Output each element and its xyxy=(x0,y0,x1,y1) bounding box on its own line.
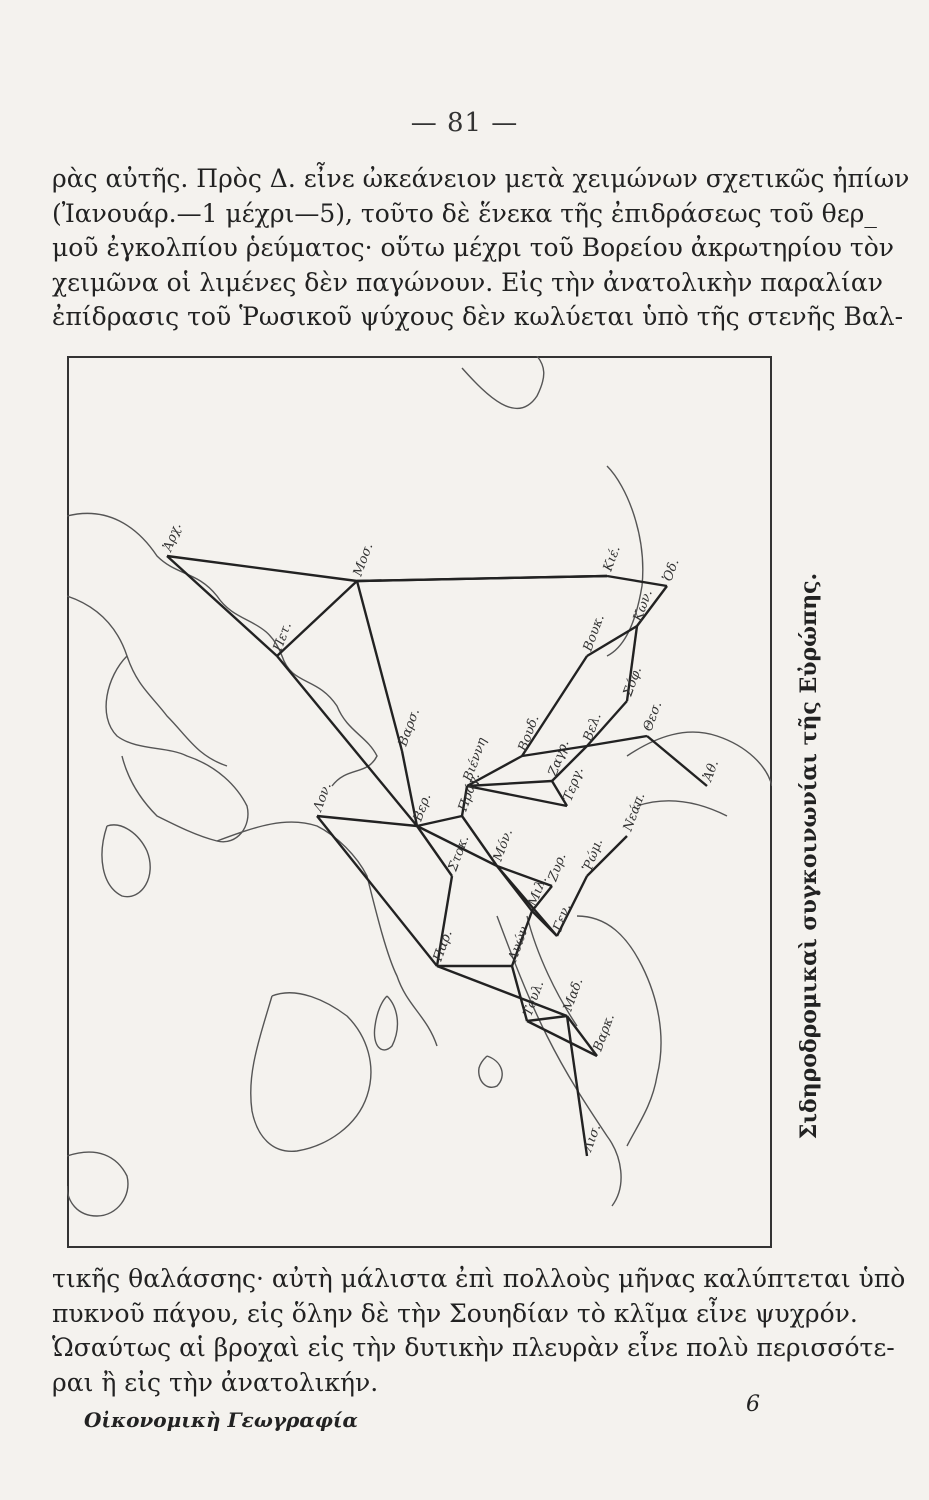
map-caption-text: Σιδηροδρομικαὶ συγκοινωνίαι τῆς Εὐρώπης. xyxy=(796,572,822,1140)
city-label: Νεάπ. xyxy=(620,790,649,834)
book-title: Οἰκονομικὴ Γεωγραφία xyxy=(84,1408,358,1432)
map-caption xyxy=(796,466,822,1246)
text-line: (Ἰανουάρ.—1 μέχρι—5), τοῦτο δὲ ἕνεκα τῆς ἐπιδράσεως τοῦ θερ_ xyxy=(52,198,877,228)
top-paragraph xyxy=(52,162,910,335)
city-label: Μιλ. xyxy=(525,874,551,909)
city-label: Βαρσ. xyxy=(395,706,424,749)
city-label: Τουλ. xyxy=(520,978,548,1019)
city-label: Ὀδ. xyxy=(660,556,683,584)
railway-map xyxy=(67,356,772,1248)
city-label: Μαδ. xyxy=(560,976,587,1014)
text-line: ραι ἢ εἰς τὴν ἀνατολικήν. xyxy=(52,1367,379,1397)
city-label: Βιέννη xyxy=(460,735,491,784)
text-line: ρὰς αὐτῆς. Πρὸς Δ. εἶνε ὠκεάνειον μετὰ χειμώνων σχετικῶς ἠπίων xyxy=(52,164,910,193)
city-label: Μόν. xyxy=(490,827,517,864)
city-label: Λισ. xyxy=(580,1122,605,1154)
city-label: Μοσ. xyxy=(350,541,377,579)
city-label: Βουκ. xyxy=(580,612,608,654)
city-label: Θεσ. xyxy=(640,699,666,734)
city-label: Πετ. xyxy=(270,620,295,654)
bottom-paragraph xyxy=(52,1262,906,1400)
city-label: Σόφ. xyxy=(620,664,646,699)
text-line: μοῦ ἐγκολπίου ῥεύματος· οὕτω μέχρι τοῦ Βορείου ἀκρωτηρίου τὸν xyxy=(52,233,894,262)
text-line: ἐπίδρασις τοῦ Ῥωσικοῦ ψύχους δὲν κωλύεται ὑπὸ τῆς στενῆς Βαλ- xyxy=(52,302,904,331)
text-line: Ὡσαύτως αἱ βροχαὶ εἰς τὴν δυτικὴν πλευρὰν εἶνε πολὺ περισσότε- xyxy=(52,1333,895,1362)
city-label: Παρ. xyxy=(430,928,456,964)
city-label: Ζαγρ. xyxy=(545,738,573,779)
city-label: Ἀρχ. xyxy=(160,520,185,554)
text-line: χειμῶνα οἱ λιμένες δὲν παγώνουν. Εἰς τὴν ἀνατολικὴν παραλίαν xyxy=(52,267,883,297)
text-line: πυκνοῦ πάγου, εἰς ὅλην δὲ τὴν Σουηδίαν τὸ κλῖμα εἶνε ψυχρόν. xyxy=(52,1298,858,1328)
city-label: Λυών xyxy=(505,924,533,964)
city-label: Στοκ. xyxy=(445,833,473,874)
city-label: Τεργ. xyxy=(560,765,587,804)
city-label: Πράγ. xyxy=(455,770,484,814)
city-label: Λον. xyxy=(310,780,335,814)
city-label: Βερ. xyxy=(410,791,435,824)
city-label: Βαρκ. xyxy=(590,1011,618,1054)
page-number: — 81 — xyxy=(410,108,519,138)
city-label: Γεν. xyxy=(550,901,575,934)
city-label: Ζυρ. xyxy=(545,851,570,884)
city-label: Ῥώμ. xyxy=(580,836,607,874)
city-label: Ἀθ. xyxy=(700,758,723,784)
railway-map-drawing xyxy=(67,356,772,1248)
text-line: τικῆς θαλάσσης· αὐτὴ μάλιστα ἐπὶ πολλοὺς μῆνας καλύπτεται ὑπὸ xyxy=(52,1264,906,1293)
signature-number: 6 xyxy=(746,1392,760,1417)
city-label: Βουδ. xyxy=(515,713,543,754)
city-label: Κιέ. xyxy=(600,543,624,574)
city-label: Βελ. xyxy=(580,711,605,744)
city-label: Κων. xyxy=(630,587,656,624)
